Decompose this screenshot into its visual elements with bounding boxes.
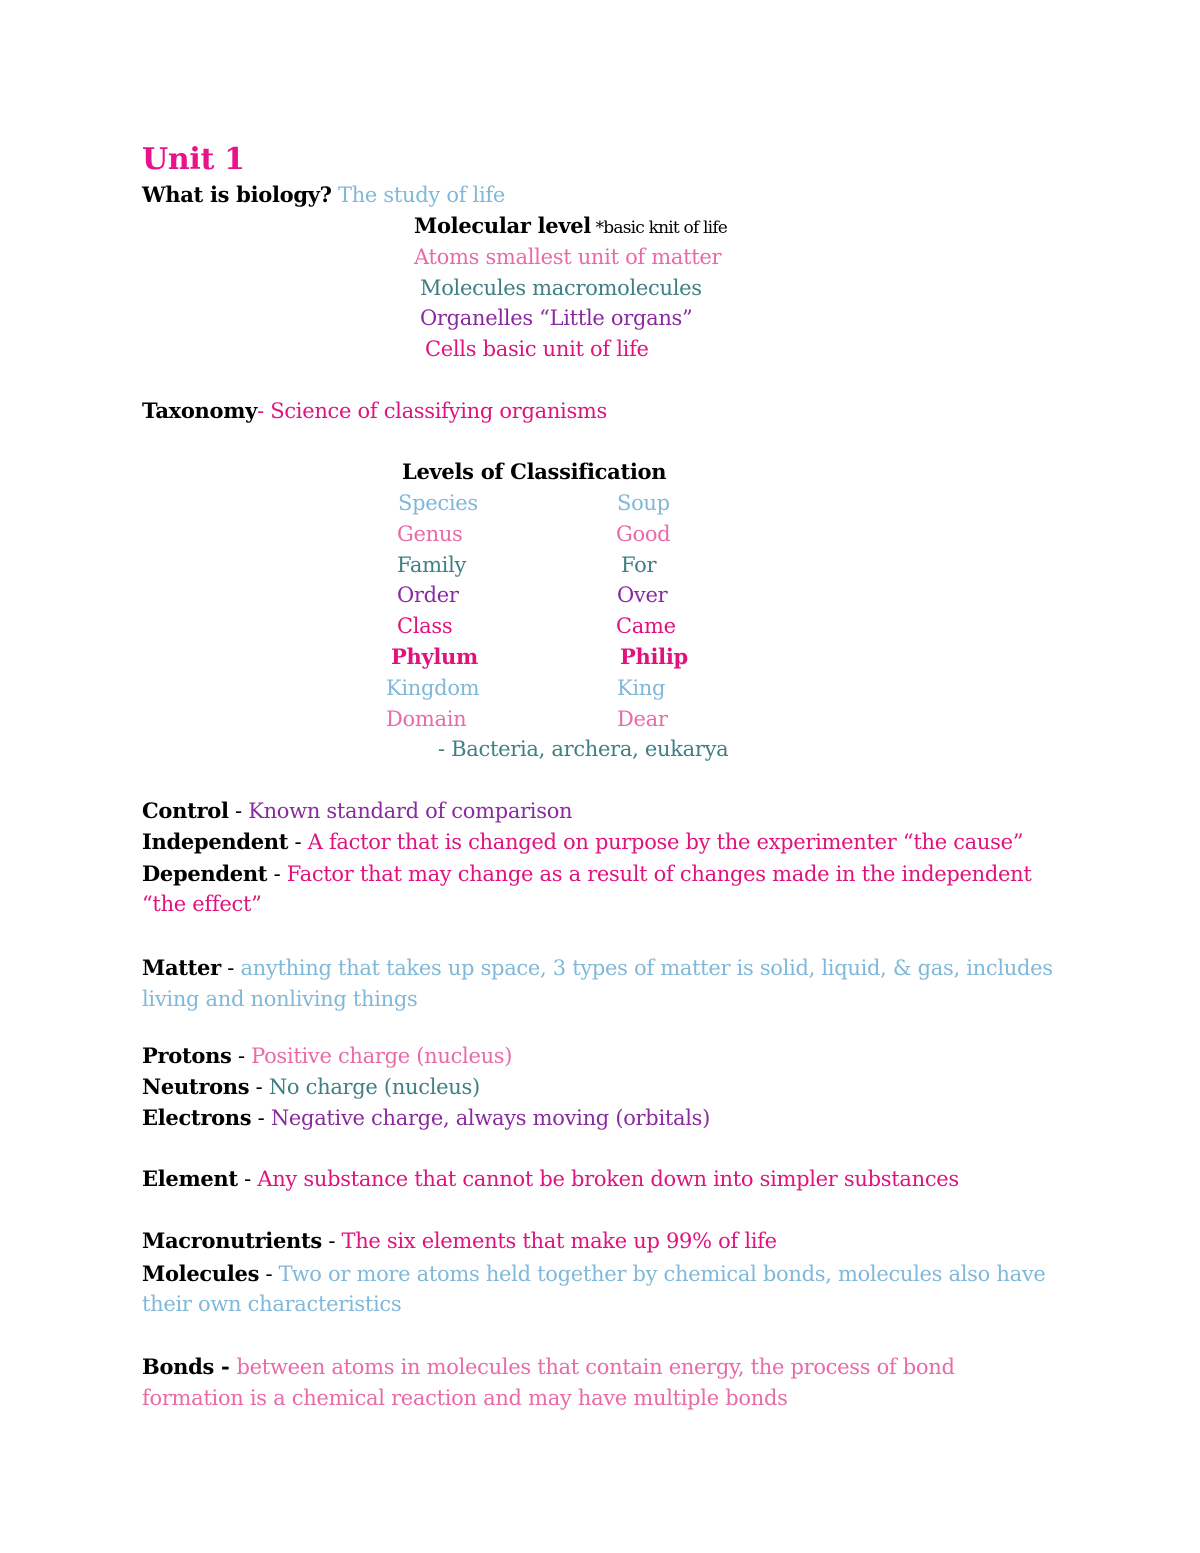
mnemonic-came: Came xyxy=(616,614,676,638)
mnemonic-for: For xyxy=(621,553,657,577)
matter-line xyxy=(142,952,1057,1015)
molecular-heading: Molecular level xyxy=(414,213,591,238)
taxonomy-line xyxy=(142,398,607,424)
domains-line: - Bacteria, archera, eukarya xyxy=(438,737,729,761)
element-def: Any substance that cannot be broken down into simpler substances xyxy=(257,1167,959,1191)
control-term: Control xyxy=(142,798,229,823)
element-line xyxy=(142,1166,959,1192)
molecules-sep: - xyxy=(259,1262,279,1286)
electrons-line xyxy=(142,1105,710,1131)
taxonomy-def: - Science of classifying organisms xyxy=(257,399,608,423)
biology-term: What is biology? xyxy=(142,182,332,207)
neutrons-line xyxy=(142,1074,480,1100)
level-order: Order xyxy=(397,583,459,607)
neutrons-term: Neutrons xyxy=(142,1074,250,1099)
element-sep: - xyxy=(237,1167,258,1191)
element-term: Element xyxy=(142,1166,238,1191)
macronutrients-line xyxy=(142,1228,777,1254)
control-line xyxy=(142,798,572,824)
cells-line: Cells basic unit of life xyxy=(425,337,649,361)
bonds-def: between atoms in molecules that contain energy, the process of bond formation is a chemical reaction and may have multiple bonds xyxy=(142,1355,955,1410)
protons-def: Positive charge (nucleus) xyxy=(251,1044,513,1068)
taxonomy-term: Taxonomy xyxy=(142,398,258,423)
neutrons-def: No charge (nucleus) xyxy=(268,1075,480,1099)
matter-term: Matter xyxy=(142,955,221,980)
level-genus: Genus xyxy=(397,522,463,546)
protons-term: Protons xyxy=(142,1043,232,1068)
organelles-line: Organelles “Little organs” xyxy=(420,306,693,330)
molecules-line: Molecules macromolecules xyxy=(420,276,702,300)
electrons-sep: - xyxy=(251,1106,271,1130)
bonds-sep: - xyxy=(214,1354,237,1379)
dependent-term: Dependent xyxy=(142,861,268,886)
macronutrients-sep: - xyxy=(321,1229,342,1253)
biology-line xyxy=(142,182,505,208)
bonds-term: Bonds xyxy=(142,1354,215,1379)
mnemonic-king: King xyxy=(617,676,666,700)
macronutrients-def: The six elements that make up 99% of life xyxy=(341,1229,777,1253)
level-domain: Domain xyxy=(386,707,467,731)
control-def: Known standard of comparison xyxy=(248,799,573,823)
mnemonic-soup: Soup xyxy=(617,491,670,515)
electrons-def: Negative charge, always moving (orbitals) xyxy=(270,1106,711,1130)
mnemonic-over: Over xyxy=(617,583,668,607)
molecular-note: *basic knit of life xyxy=(590,218,728,238)
level-kingdom: Kingdom xyxy=(386,676,480,700)
level-class: Class xyxy=(397,614,453,638)
macronutrients-term: Macronutrients xyxy=(142,1228,322,1253)
molecules-def: Two or more atoms held together by chemical bonds, molecules also have their own characteristics xyxy=(142,1262,1046,1316)
atoms-line: Atoms smallest unit of matter xyxy=(414,245,722,269)
control-sep: - xyxy=(228,799,249,823)
level-family: Family xyxy=(397,553,467,577)
mnemonic-good: Good xyxy=(616,522,671,546)
classification-heading: Levels of Classification xyxy=(402,459,667,484)
bonds-line xyxy=(142,1351,972,1414)
biology-def: The study of life xyxy=(331,183,505,207)
dependent-sep: - xyxy=(267,862,287,886)
molecules-def-line xyxy=(142,1259,1057,1319)
electrons-term: Electrons xyxy=(142,1105,252,1130)
matter-sep: - xyxy=(220,956,241,980)
matter-def: anything that takes up space, 3 types of matter is solid, liquid, & gas, includes living and nonliving things xyxy=(142,956,1053,1011)
dependent-def: Factor that may change as a result of changes made in the independent “the effect” xyxy=(142,862,1032,916)
protons-line xyxy=(142,1043,512,1069)
independent-line xyxy=(142,829,1023,855)
protons-sep: - xyxy=(231,1044,252,1068)
dependent-line xyxy=(142,859,1042,919)
level-phylum: Phylum xyxy=(391,644,478,669)
unit-title: Unit 1 xyxy=(142,142,245,177)
independent-term: Independent xyxy=(142,829,289,854)
molecular-heading-line xyxy=(414,213,727,241)
molecules-term: Molecules xyxy=(142,1261,260,1286)
independent-sep: - xyxy=(288,830,308,854)
neutrons-sep: - xyxy=(249,1075,269,1099)
level-species: Species xyxy=(398,491,478,515)
mnemonic-dear: Dear xyxy=(617,707,668,731)
independent-def: A factor that is changed on purpose by the experimenter “the cause” xyxy=(307,830,1024,854)
mnemonic-philip: Philip xyxy=(620,644,688,669)
